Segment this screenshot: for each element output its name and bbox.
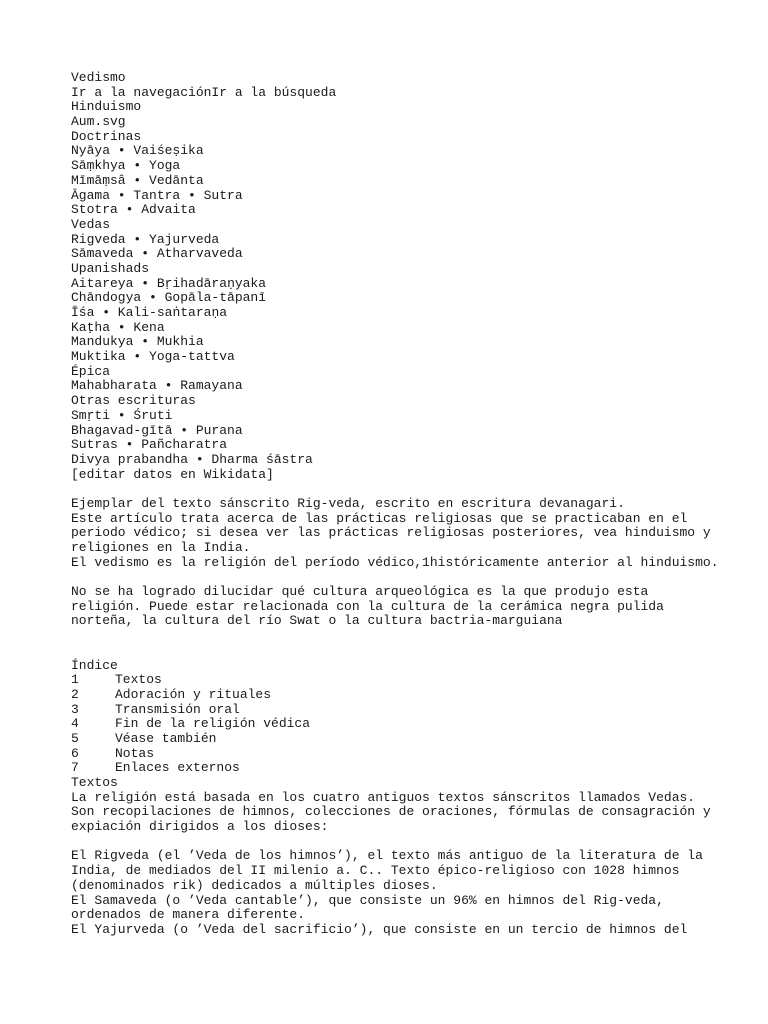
samaveda-item-line: El Samaveda (o ’Veda cantable’), que consiste un 96% en himnos del Rig-veda, [71,892,664,908]
otras-escrituras-line[interactable]: Sutras • Pañcharatra [71,437,228,453]
toc-item[interactable] [71,703,731,718]
upanishads-line[interactable]: Kaṭha • Kena [71,319,165,335]
doctrinas-line[interactable]: Āgama • Tantra • Sutra [71,187,243,203]
spacer [71,629,731,658]
toc-item[interactable] [71,732,731,747]
toc-item-label[interactable]: Véase también [115,730,217,746]
otras-escrituras-line[interactable]: Smṛti • Śruti [71,407,173,423]
section-heading-upanishads: Upanishads [71,260,150,276]
toc-item-number: 6 [71,745,79,761]
spacer [71,835,731,850]
doctrinas-line[interactable]: Stotra • Advaita [71,202,196,218]
spacer [71,570,731,585]
infobox-category[interactable]: Hinduismo [71,99,142,115]
toc-item[interactable] [71,747,731,762]
section-heading-epica: Épica [71,363,111,379]
toc-title: Índice [71,657,118,673]
culture-paragraph-line: No se ha logrado dilucidar qué cultura arqueológica es la que produjo esta [71,584,649,600]
toc-item-label[interactable]: Enlaces externos [115,760,240,776]
upanishads-line[interactable]: Mandukya • Mukhia [71,334,204,350]
image-caption: Ejemplar del texto sánscrito Rig-veda, escrito en escritura devanagari. [71,495,625,511]
definition-paragraph: El vedismo es la religión del período védico,1históricamente anterior al hinduismo. [71,554,719,570]
upanishads-line[interactable]: Aitareya • Bṛihadāraṇyaka [71,275,267,291]
section-heading-vedas: Vedas [71,216,111,232]
toc-item-number: 1 [71,672,79,688]
skip-navigation-links[interactable]: Ir a la navegaciónIr a la búsqueda [71,84,337,100]
document-page [71,71,731,938]
toc-item-number: 4 [71,716,79,732]
toc-item-number: 3 [71,701,79,717]
toc-item-label[interactable]: Transmisión oral [115,701,240,717]
rigveda-item-line: (denominados rik) dedicados a múltiples dioses. [71,877,438,893]
toc-item-label[interactable]: Fin de la religión védica [115,716,311,732]
upanishads-line[interactable]: Chāndogya • Gopāla-tāpanī [71,290,267,306]
upanishads-line[interactable]: Īśa • Kali-saṅtaraṇa [71,305,228,320]
textos-intro-line: Son recopilaciones de himnos, colecciones de oraciones, fórmulas de consagración y [71,804,711,820]
rigveda-item-line: El Rigveda (el ’Veda de los himnos’), el texto más antiguo de la literatura de la [71,848,703,864]
toc-item-label[interactable]: Textos [115,672,162,688]
toc-item-label[interactable]: Adoración y rituales [115,686,272,702]
toc-item-label[interactable]: Notas [115,745,155,761]
edit-wikidata-link[interactable]: [editar datos en Wikidata] [71,466,274,482]
culture-paragraph-line: religión. Puede estar relacionada con la cultura de la cerámica negra pulida [71,598,664,614]
samaveda-item-line: ordenados de manera diferente. [71,907,306,923]
toc-item[interactable] [71,688,731,703]
toc-item-number: 5 [71,730,79,746]
page-title: Vedismo [71,70,126,85]
hatnote-line: Este artículo trata acerca de las prácticas religiosas que se practicaban en el [71,510,688,526]
otras-escrituras-line[interactable]: Bhagavad-gītā • Purana [71,422,243,438]
doctrinas-line[interactable]: Nyāya • Vaiśeṣika [71,143,204,159]
hatnote-line: periodo védico; si desea ver las prácticas religiosas posteriores, vea hinduismo y [71,525,711,541]
section-heading-otras-escrituras: Otras escrituras [71,393,196,409]
toc-item[interactable] [71,673,731,688]
textos-section [71,776,731,938]
symbol-file-name[interactable]: Aum.svg [71,114,126,130]
section-heading-textos: Textos [71,775,118,791]
textos-intro-line: La religión está basada en los cuatro antiguos textos sánscritos llamados Vedas. [71,789,696,805]
epica-line[interactable]: Mahabharata • Ramayana [71,378,243,394]
upanishads-line[interactable]: Muktika • Yoga-tattva [71,349,235,365]
spacer [71,482,731,497]
intro-section [71,497,731,629]
table-of-contents [71,659,731,777]
toc-item[interactable] [71,717,731,732]
otras-escrituras-line[interactable]: Divya prabandha • Dharma śāstra [71,451,313,467]
infobox [71,71,731,482]
hatnote-line: religiones en la India. [71,540,251,555]
doctrinas-line[interactable]: Mīmāṃsâ • Vedānta [71,172,204,188]
toc-item[interactable] [71,761,731,776]
toc-item-number: 2 [71,686,79,702]
doctrinas-line[interactable]: Sāṃkhya • Yoga [71,158,181,174]
vedas-line[interactable]: Rigveda • Yajurveda [71,231,220,247]
section-heading-doctrinas: Doctrinas [71,128,142,144]
yajurveda-item-line: El Yajurveda (o ’Veda del sacrificio’), que consiste en un tercio de himnos del [71,921,688,937]
textos-intro-line: expiación dirigidos a los dioses: [71,819,329,835]
toc-item-number: 7 [71,760,79,776]
vedas-line[interactable]: Sāmaveda • Atharvaveda [71,246,243,262]
rigveda-item-line: India, de mediados del II milenio a. C.. Texto épico-religioso con 1028 himnos [71,863,680,879]
culture-paragraph-line: norteña, la cultura del río Swat o la cultura bactria-marguiana [71,613,563,629]
